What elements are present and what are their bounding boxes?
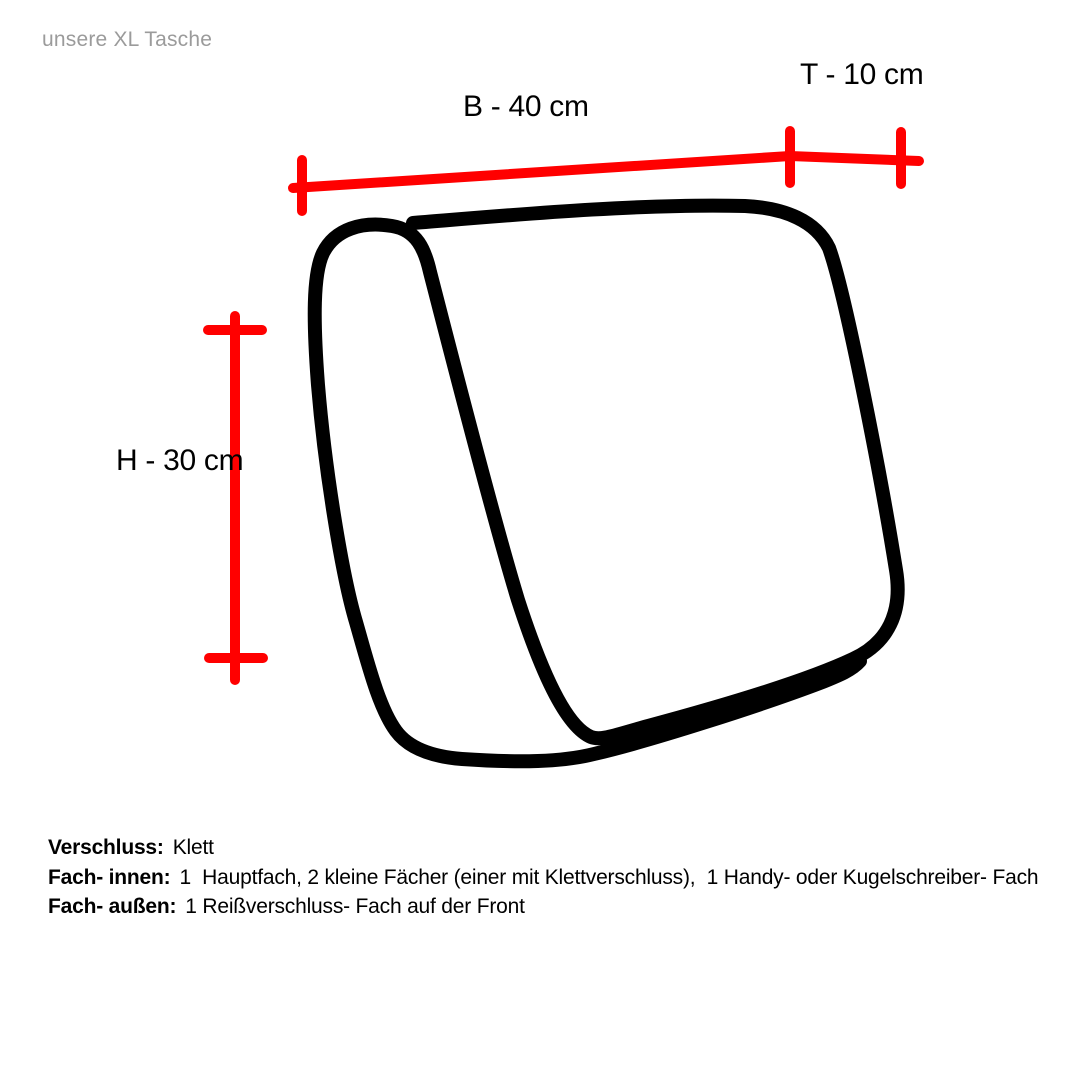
height-dimension-label: H - 30 cm (116, 444, 244, 477)
spec-value: 1 Hauptfach, 2 kleine Fächer (einer mit Klettverschluss), 1 Handy- oder Kugelschreiber- Fach (179, 865, 1039, 889)
horizontal-dimension-line (293, 156, 919, 188)
spec-value: Klett (172, 836, 214, 859)
specs-list (48, 833, 1038, 922)
spec-value: 1 Reißverschluss- Fach auf der Front (185, 895, 525, 918)
spec-row-fach-aussen (48, 892, 1038, 922)
depth-dimension-label: T - 10 cm (800, 58, 924, 91)
bag-outline-path (315, 206, 898, 762)
spec-row-verschluss (48, 833, 1038, 863)
spec-label: Fach- außen: (48, 895, 177, 918)
spec-label: Fach- innen: (48, 865, 171, 889)
spec-row-fach-innen (48, 863, 1038, 893)
page-title: unsere XL Tasche (42, 28, 213, 51)
width-dimension-label: B - 40 cm (463, 90, 589, 123)
spec-label: Verschluss: (48, 836, 164, 859)
